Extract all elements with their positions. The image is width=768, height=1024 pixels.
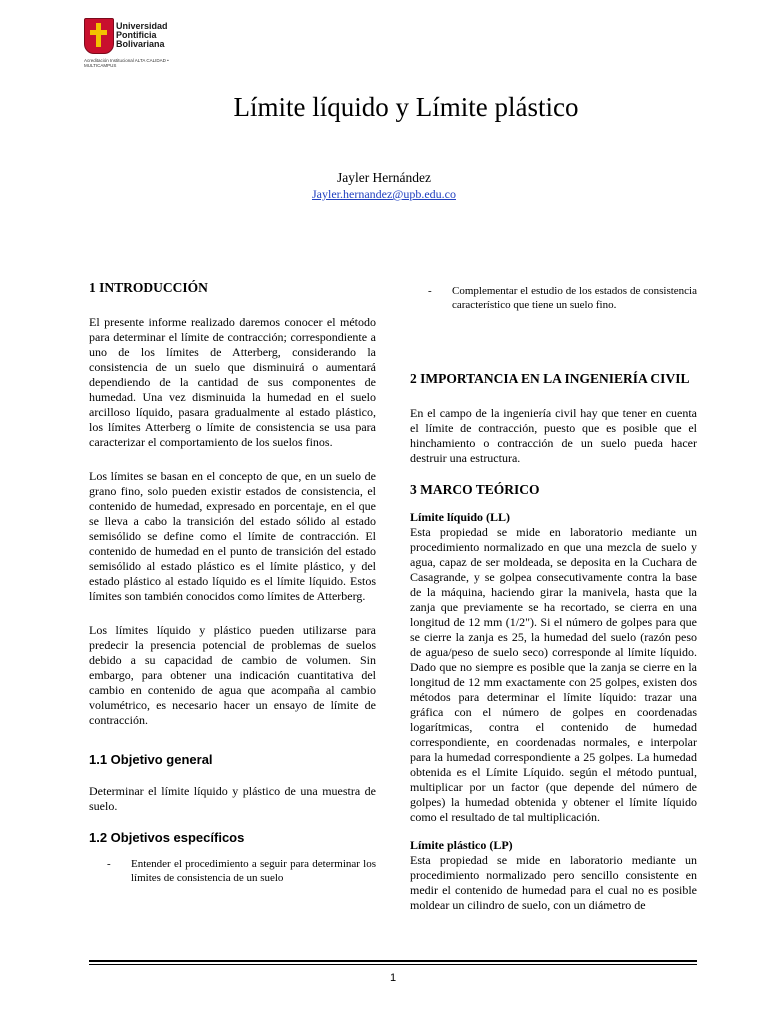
university-logo <box>84 18 174 80</box>
list-item <box>89 857 376 885</box>
page-number: 1 <box>389 972 397 984</box>
logo-line-3: Bolivariana <box>116 39 165 49</box>
intro-paragraph-2: Los límites se basan en el concepto de que, en un suelo de grano fino, solo pueden existir estados de consistencia, el contenido de humedad, expresado en porcentaje, en el que se lleva a cabo la transición del estado sólido al estado semisólido se define como el límite de contracción. El contenido de humedad en el punto de transición del estado semisólido al estado plástico es el límite plástico, y del estado plástico al estado líquido es el límite líquido. Estos límites son también conocidos como límites de Atterberg. <box>89 469 376 603</box>
objective-item-2: Complementar el estudio de los estados de consistencia característico que tiene un suelo fino. <box>452 285 697 311</box>
logo-line-1: Universidad <box>116 21 168 31</box>
logo-line-2: Pontificia <box>116 30 157 40</box>
general-objective-text: Determinar el límite líquido y plástico de una muestra de suelo. <box>89 784 376 813</box>
left-column <box>89 280 376 885</box>
section-2-heading: 2 IMPORTANCIA EN LA INGENIERÍA CIVIL <box>410 371 690 386</box>
document-title: Límite líquido y Límite plástico <box>233 92 579 122</box>
section-3-heading: 3 MARCO TEÓRICO <box>410 482 540 497</box>
intro-paragraph-1: El presente informe realizado daremos conocer el método para determinar el límite de contracción; correspondiente a uno de los límites de Atterberg, considerando la consistencia de un suelo que disminuirá o aumentará dependiendo de la cantidad de sus componentes de humedad. Una vez disminuida la humedad en el suelo arcilloso líquido, pasara gradualmente al estado plástico, los límites Atterberg o límite de consistencia se usa para caracterizar el comportamiento de los suelos finos. <box>89 315 376 449</box>
list-dash: - <box>428 285 432 297</box>
list-item <box>410 284 697 312</box>
cross-icon <box>96 23 101 47</box>
section-1-2-heading: 1.2 Objetivos específicos <box>89 830 245 845</box>
author-email-link[interactable]: Jayler.hernandez@upb.edu.co <box>312 187 456 201</box>
list-dash: - <box>107 858 111 870</box>
shield-icon <box>84 18 114 54</box>
author-name: Jayler Hernández <box>336 170 432 185</box>
accreditation-text: Acreditación Institucional ALTA CALIDAD • MULTICAMPUS <box>84 58 169 68</box>
importance-paragraph: En el campo de la ingeniería civil hay que tener en cuenta el límite de contracción, puesto que es posible que el hinchamiento o contracción de un suelo pueda hacer destruir una estructura. <box>410 406 697 465</box>
plastic-limit-paragraph: Esta propiedad se mide en laboratorio mediante un procedimiento normalizado pero sencillo consistente en medir el contenido de humedad para el cual no es posible moldear un cilindro de suelo, con un diámetro de <box>410 853 697 912</box>
liquid-limit-paragraph: Esta propiedad se mide en laboratorio mediante un procedimiento normalizado en que una mezcla de suelo y agua, capaz de ser moldeada, se deposita en la Cuchara de Casagrande, y se golpea consecutivamente contra la base de la máquina, haciendo girar la manivela, hasta que la zanja que previamente se ha recortado, se cierra en una longitud de 12 mm (1/2"). Si el número de golpes para que se cierre la zanja es 25, la humedad del suelo (razón peso de agua/peso de suelo seco) corresponde al límite líquido. Dado que no siempre es posible que la zanja se cierre en la longitud de 12 mm exactamente con 25 golpes, existen dos métodos para determinar el límite líquido: trazar una gráfica con el número de golpes en coordenadas logarítmicas, contra el contenido de humedad correspondiente, en coordenadas normales, e interpolar para la humedad correspondiente a 25 golpes. La humedad obtenida es el Límite Líquido. según el método puntual, multiplicar por un factor (que depende del número de golpes) la humedad obtenida y obtener el límite líquido como el resultado de tal multiplicación. <box>410 525 697 824</box>
footer-rule-thin <box>89 964 697 965</box>
section-1-1-heading: 1.1 Objetivo general <box>89 752 213 767</box>
objective-item-1: Entender el procedimiento a seguir para determinar los límites de consistencia de un suelo <box>131 858 376 884</box>
liquid-limit-heading: Límite líquido (LL) <box>410 510 511 524</box>
intro-paragraph-3: Los límites líquido y plástico pueden utilizarse para predecir la presencia potencial de problemas de suelos debido a su capacidad de cambio de volumen. Sin embargo, para obtener una indicación cuantitativa del cambio en contenido de agua que acompaña al cambio volumétrico, es necesario hacer un ensayo de límite de contracción. <box>89 623 376 727</box>
section-1-heading: 1 INTRODUCCIÓN <box>89 280 208 295</box>
cross-bar <box>90 30 107 35</box>
right-column <box>410 284 697 913</box>
university-name <box>116 22 168 49</box>
footer-rule-thick <box>89 960 697 962</box>
plastic-limit-heading: Límite plástico (LP) <box>410 838 513 852</box>
